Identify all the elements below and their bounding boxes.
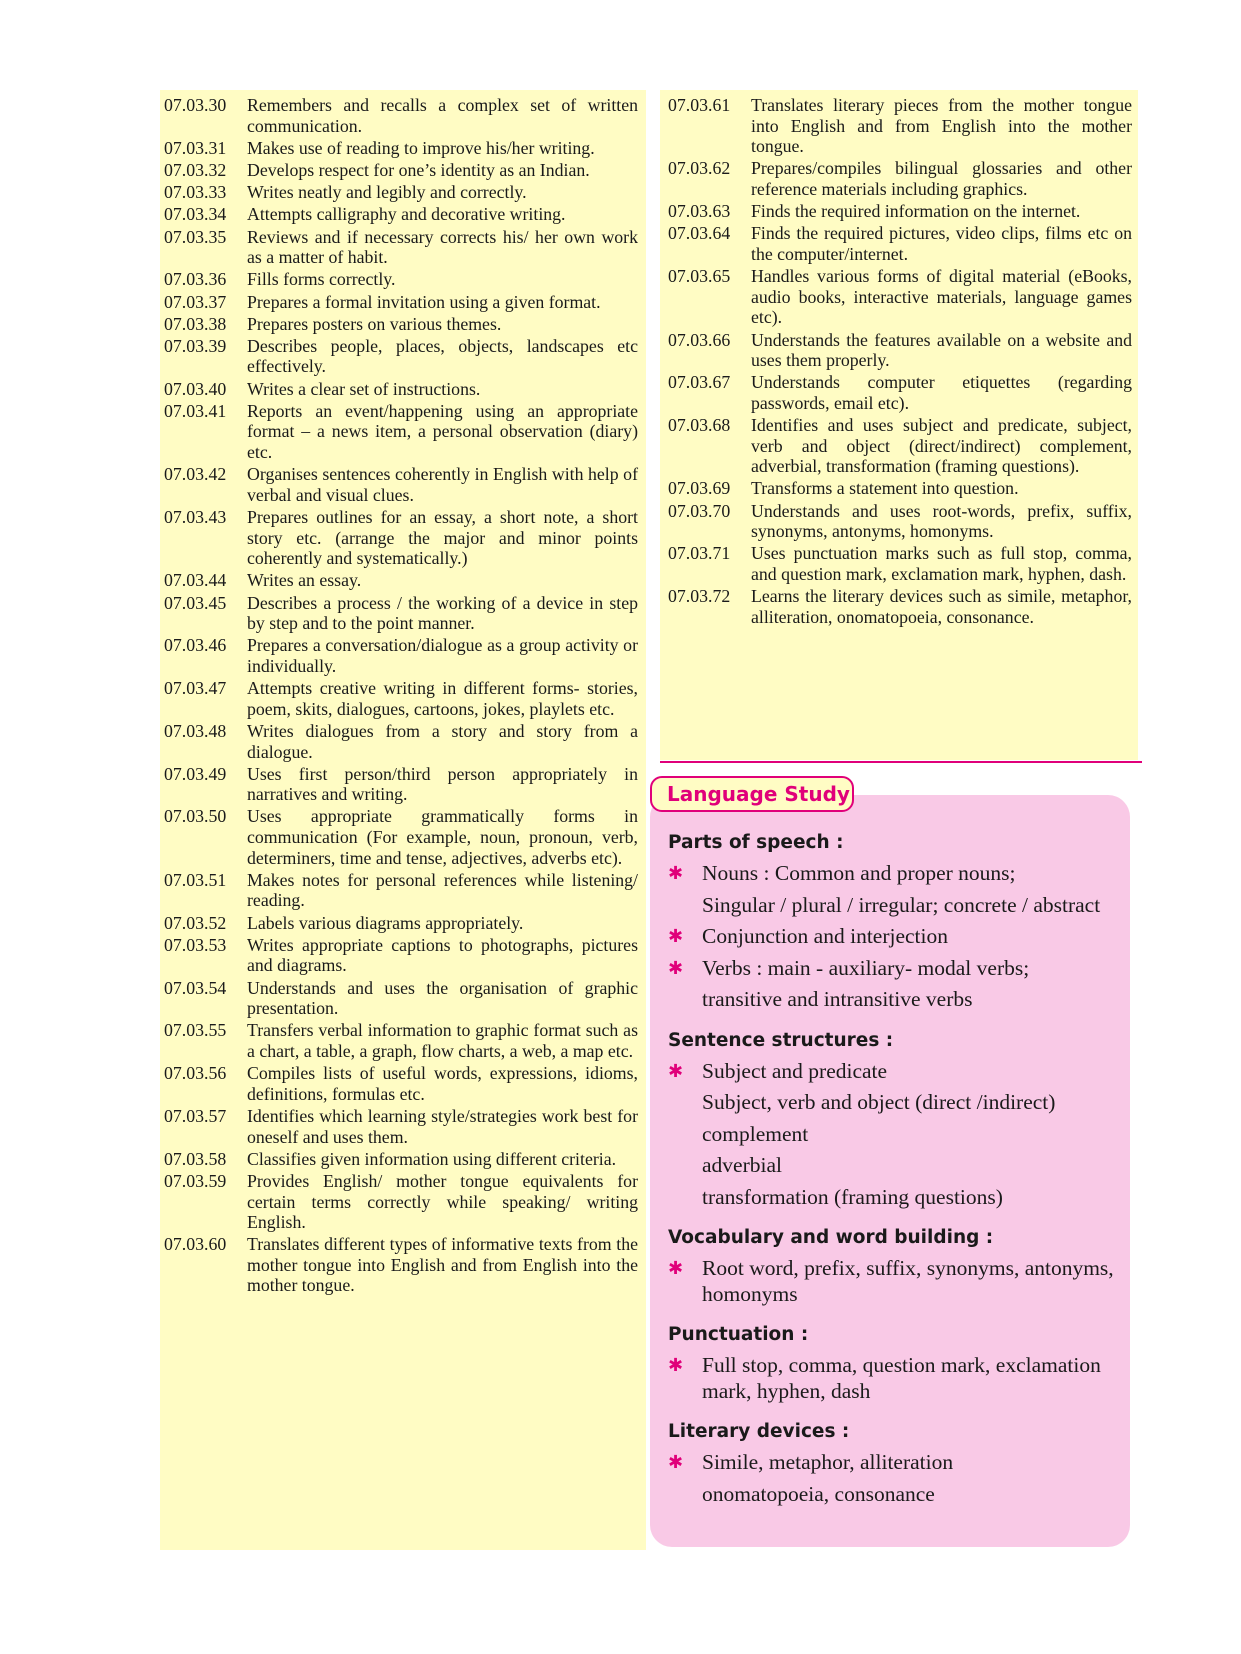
objective-code: 07.03.54 — [164, 977, 227, 998]
objective-text: Writes appropriate captions to photographs, pictures and diagrams. — [247, 934, 638, 976]
objective-code: 07.03.36 — [164, 269, 227, 290]
list-item: ✱ Conjunction and interjection — [668, 924, 949, 948]
objective-text: Prepares/compiles bilingual glossaries and other reference materials including graphics. — [751, 158, 1132, 199]
objective-code: 07.03.44 — [164, 570, 227, 591]
right-objectives-column — [660, 90, 1138, 760]
list-item: ✱ Verbs : main - auxiliary- modal verbs; — [668, 955, 1030, 980]
objective-code: 07.03.45 — [164, 592, 227, 613]
objective-item — [668, 543, 1132, 584]
objective-code: 07.03.42 — [164, 464, 227, 485]
objective-code: 07.03.43 — [164, 507, 227, 527]
objective-item — [164, 635, 638, 676]
objective-text: Labels various diagrams appropriately. — [247, 912, 524, 933]
objective-code: 07.03.67 — [668, 372, 731, 393]
objective-item — [164, 935, 638, 976]
asterisk-bullet-icon: ✱ — [668, 957, 684, 979]
objective-item — [668, 266, 1132, 328]
objective-text: Learns the literary devices such as simile, metaphor, alliteration, onomatopoeia, consonance. — [751, 586, 1132, 627]
language-study-box — [650, 795, 1130, 1547]
asterisk-bullet-icon: ✱ — [668, 1258, 684, 1279]
objective-text: Prepares a formal invitation using a given format. — [247, 291, 601, 312]
sentence-structures-heading: Sentence structures : — [668, 1029, 894, 1051]
objective-item — [668, 501, 1132, 542]
objective-code: 07.03.69 — [668, 478, 731, 499]
objective-code: 07.03.49 — [164, 763, 227, 784]
objective-code: 07.03.61 — [668, 95, 731, 115]
objective-code: 07.03.41 — [164, 400, 227, 421]
objective-text: Understands the features available on a website and uses them properly. — [751, 329, 1132, 371]
objective-code: 07.03.72 — [668, 586, 731, 607]
objective-code: 07.03.37 — [164, 291, 227, 312]
objective-code: 07.03.35 — [164, 226, 227, 247]
objective-code: 07.03.48 — [164, 720, 227, 741]
objective-text: Compiles lists of useful words, expressions, idioms, definitions, formulas etc. — [247, 1063, 638, 1104]
objective-item — [164, 721, 638, 762]
objective-item — [668, 586, 1132, 627]
objective-code: 07.03.31 — [164, 137, 227, 158]
objective-item — [164, 182, 638, 203]
objective-item — [164, 978, 638, 1019]
objective-item — [164, 269, 638, 290]
asterisk-bullet-icon: ✱ — [668, 1060, 684, 1082]
objective-item — [164, 204, 638, 225]
objective-code: 07.03.51 — [164, 869, 227, 890]
objective-item — [668, 201, 1132, 222]
objective-text: Finds the required information on the internet. — [751, 201, 1081, 222]
objective-text: Understands and uses root-words, prefix, suffix, synonyms, antonyms, homonyms. — [751, 500, 1132, 542]
objective-code: 07.03.30 — [164, 95, 227, 115]
section-divider — [660, 761, 1142, 763]
objective-text: Organises sentences coherently in English with help of verbal and visual clues. — [247, 464, 638, 505]
objective-text: Writes neatly and legibly and correctly. — [247, 182, 527, 203]
list-item-continuation: onomatopoeia, consonance — [702, 1481, 935, 1506]
objective-code: 07.03.62 — [668, 158, 731, 179]
objective-item — [164, 379, 638, 400]
objective-text: Transfers verbal information to graphic format such as a chart, a table, a graph, flow charts, a web, a map etc. — [247, 1020, 638, 1061]
objective-code: 07.03.40 — [164, 378, 227, 399]
objective-text: Prepares a conversation/dialogue as a group activity or individually. — [247, 635, 638, 676]
objective-code: 07.03.71 — [668, 543, 731, 564]
objective-code: 07.03.63 — [668, 201, 731, 222]
objective-text: Uses appropriate grammatically forms in communication (For example, noun, pronoun, verb, determiners, time and tense, adjectives, adverbs etc). — [247, 806, 638, 868]
objective-text: Finds the required pictures, video clips, films etc on the computer/internet. — [751, 223, 1132, 264]
objective-item — [164, 507, 638, 569]
objective-text: Understands computer etiquettes (regarding passwords, email etc). — [751, 372, 1132, 413]
objective-text: Prepares outlines for an essay, a short note, a short story etc. (arrange the major and minor points coherently and systematically.) — [247, 507, 638, 569]
objective-text: Writes an essay. — [247, 570, 362, 591]
objective-item — [668, 330, 1132, 371]
objective-code: 07.03.46 — [164, 635, 227, 656]
list-item-continuation: Singular / plural / irregular; concrete / abstract — [702, 892, 1101, 917]
objective-item — [164, 1149, 638, 1170]
objective-text: Provides English/ mother tongue equivalents for certain terms correctly while speaking/ writing English. — [247, 1170, 638, 1233]
list-item: ✱ Subject and predicate — [668, 1058, 888, 1083]
objective-text: Handles various forms of digital material (eBooks, audio books, interactive materials, language games etc). — [751, 266, 1132, 328]
asterisk-bullet-icon: ✱ — [668, 926, 684, 947]
objective-item — [164, 401, 638, 463]
list-item: ✱ Full stop, comma, question mark, exclamation mark, hyphen, dash — [668, 1353, 1101, 1403]
objective-item — [164, 678, 638, 719]
objective-item — [164, 870, 638, 911]
objective-text: Writes a clear set of instructions. — [247, 378, 481, 399]
objective-text: Remembers and recalls a complex set of written communication. — [247, 95, 638, 136]
objective-code: 07.03.53 — [164, 934, 227, 955]
objective-text: Uses punctuation marks such as full stop, comma, and question mark, exclamation mark, hyphen, dash. — [751, 543, 1132, 584]
objective-text: Reports an event/happening using an appropriate format – a news item, a personal observation (diary) etc. — [247, 400, 638, 463]
list-item: ✱ Root word, prefix, suffix, synonyms, antonyms, homonyms — [668, 1256, 1114, 1306]
list-item-continuation: transformation (framing questions) — [702, 1184, 1003, 1209]
objective-text: Understands and uses the organisation of graphic presentation. — [247, 977, 638, 1019]
objective-code: 07.03.39 — [164, 335, 227, 356]
objective-text: Makes use of reading to improve his/her writing. — [247, 137, 595, 158]
left-objectives-column — [160, 90, 646, 1550]
list-item-continuation: transitive and intransitive verbs — [702, 987, 973, 1011]
objective-text: Describes people, places, objects, landscapes etc effectively. — [247, 335, 638, 377]
objective-code: 07.03.70 — [668, 500, 731, 521]
list-item-continuation: complement — [702, 1121, 809, 1146]
literary-devices-heading: Literary devices : — [668, 1421, 850, 1442]
objective-code: 07.03.58 — [164, 1148, 227, 1169]
objective-item — [164, 336, 638, 377]
list-item: ✱ Simile, metaphor, alliteration — [668, 1450, 954, 1474]
objective-item — [668, 478, 1132, 499]
objective-code: 07.03.65 — [668, 266, 731, 287]
list-item-continuation: Subject, verb and object (direct /indirect) — [702, 1090, 1056, 1114]
objective-text: Transforms a statement into question. — [751, 478, 1019, 499]
objective-item — [668, 95, 1132, 157]
objective-text: Describes a process / the working of a device in step by step and to the point manner. — [247, 592, 638, 634]
objective-item — [164, 464, 638, 505]
objective-text: Develops respect for one’s identity as an Indian. — [247, 159, 590, 180]
language-study-title: Language Study — [650, 776, 854, 812]
objective-item — [164, 764, 638, 805]
objective-text: Reviews and if necessary corrects his/ her own work as a matter of habit. — [247, 226, 638, 268]
objective-code: 07.03.59 — [164, 1170, 227, 1191]
objective-text: Translates different types of informative texts from the mother tongue into English and from English into the mother tongue. — [247, 1234, 638, 1296]
objective-text: Writes dialogues from a story and story from a dialogue. — [247, 720, 638, 762]
objective-text: Classifies given information using different criteria. — [247, 1148, 617, 1169]
objective-code: 07.03.68 — [668, 415, 731, 436]
objective-item — [668, 372, 1132, 413]
objective-code: 07.03.56 — [164, 1063, 227, 1084]
objective-code: 07.03.52 — [164, 912, 227, 933]
objective-code: 07.03.34 — [164, 204, 227, 225]
objective-code: 07.03.55 — [164, 1020, 227, 1041]
objective-text: Attempts calligraphy and decorative writing. — [247, 204, 566, 225]
objective-text: Identifies which learning style/strategies work best for oneself and uses them. — [247, 1105, 638, 1147]
list-item-continuation: adverbial — [702, 1153, 782, 1177]
objective-text: Fills forms correctly. — [247, 269, 396, 290]
objective-code: 07.03.66 — [668, 329, 731, 350]
objective-item — [668, 158, 1132, 199]
objective-item — [164, 1106, 638, 1147]
objective-text: Makes notes for personal references while listening/ reading. — [247, 869, 638, 911]
objective-item — [164, 138, 638, 159]
objective-item — [164, 292, 638, 313]
punctuation-heading: Punctuation : — [668, 1324, 809, 1345]
objective-code: 07.03.57 — [164, 1105, 227, 1126]
asterisk-bullet-icon: ✱ — [668, 1355, 684, 1376]
objective-item — [164, 806, 638, 868]
list-item: ✱ Nouns : Common and proper nouns; — [668, 861, 1016, 885]
objective-code: 07.03.64 — [668, 223, 731, 244]
objective-item — [164, 314, 638, 335]
objective-text: Identifies and uses subject and predicate, subject, verb and object (direct/indirect) complement, adverbial, transformation (framing questions). — [751, 415, 1132, 477]
objective-text: Translates literary pieces from the mother tongue into English and from English into the mother tongue. — [751, 95, 1132, 157]
objective-item — [668, 415, 1132, 477]
objective-item — [164, 227, 638, 268]
objective-code: 07.03.60 — [164, 1234, 227, 1255]
objective-item — [164, 160, 638, 181]
objective-code: 07.03.38 — [164, 313, 227, 334]
objective-item — [164, 1063, 638, 1104]
objective-code: 07.03.32 — [164, 159, 227, 180]
objective-item — [164, 593, 638, 634]
objective-item — [164, 1171, 638, 1233]
objective-code: 07.03.47 — [164, 678, 227, 699]
objective-item — [164, 95, 638, 136]
asterisk-bullet-icon: ✱ — [668, 863, 684, 884]
parts-of-speech-heading: Parts of speech : — [668, 832, 844, 853]
objective-item — [164, 570, 638, 591]
objective-item — [164, 1234, 638, 1296]
objective-item — [164, 913, 638, 934]
objective-text: Uses first person/third person appropriately in narratives and writing. — [247, 763, 638, 805]
objective-code: 07.03.33 — [164, 182, 227, 203]
vocabulary-heading: Vocabulary and word building : — [668, 1227, 994, 1248]
objective-code: 07.03.50 — [164, 806, 227, 827]
objective-text: Attempts creative writing in different forms- stories, poem, skits, dialogues, cartoons, jokes, playlets etc. — [247, 678, 638, 719]
objective-item — [668, 223, 1132, 264]
objective-item — [164, 1020, 638, 1061]
objective-text: Prepares posters on various themes. — [247, 313, 502, 334]
asterisk-bullet-icon: ✱ — [668, 1452, 684, 1473]
